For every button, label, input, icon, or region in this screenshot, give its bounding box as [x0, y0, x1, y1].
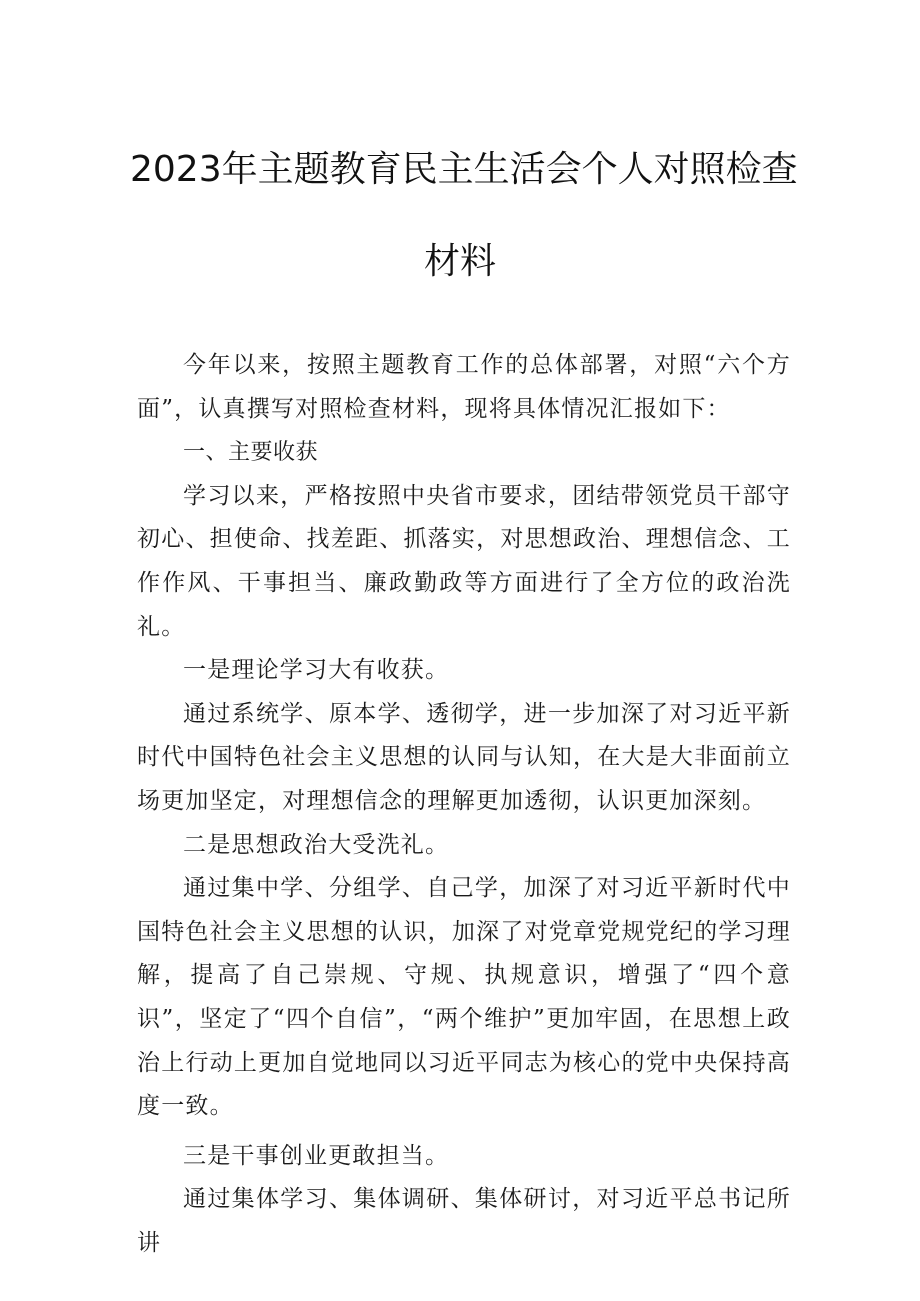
document-title-line-1: 2023年主题教育民主生活会个人对照检查 — [130, 149, 798, 190]
point-2-heading: 二是思想政治大受洗礼。 — [183, 831, 450, 858]
section-heading-main-gains: 一、主要收获 — [183, 440, 319, 466]
intro-paragraph: 今年以来，按照主题教育工作的总体部署，对照“六个方面”，认真撰写对照检查材料，现将具体情况汇报如下： — [137, 352, 791, 422]
section-summary-paragraph: 学习以来，严格按照中央省市要求，团结带领党员干部守初心、担使命、找差距、抓落实，对思想政治、理想信念、工作作风、干事担当、廉政勤政等方面进行了全方位的政治洗礼。 — [137, 482, 791, 640]
point-1-paragraph: 通过系统学、原本学、透彻学，进一步加深了对习近平新时代中国特色社会主义思想的认同与认知，在大是大非面前立场更加坚定，对理想信念的理解更加透彻，认识更加深刻。 — [137, 700, 791, 814]
document-title-line-2: 材料 — [423, 241, 496, 282]
point-2-paragraph: 通过集中学、分组学、自己学，加深了对习近平新时代中国特色社会主义思想的认识，加深了对党章党规党纪的学习理解，提高了自己崇规、守规、执规意识，增强了“四个意识”，坚定了“四个自信”，“两个维护”更加牢固，在思想上政治上行动上更加自觉地同以习近平同志为核心的党中央保持高度一致。 — [137, 875, 791, 1120]
point-3-paragraph: 通过集体学习、集体调研、集体研讨，对习近平总书记所讲 — [137, 1186, 791, 1256]
point-3-heading: 三是干事创业更敢担当。 — [183, 1142, 450, 1169]
document-body — [137, 344, 791, 1265]
point-1-heading: 一是理论学习大有收获。 — [183, 657, 450, 684]
